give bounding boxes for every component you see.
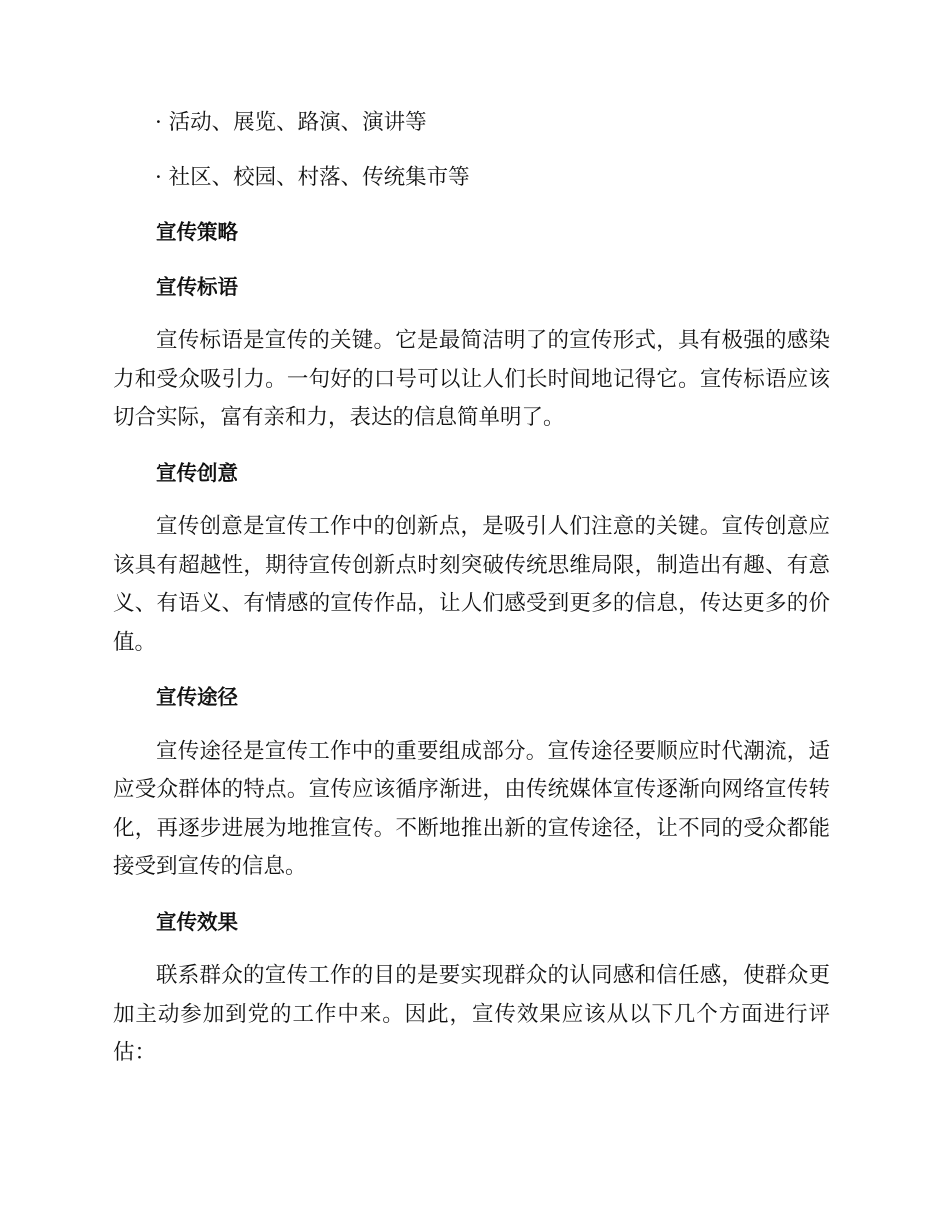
heading-channels: 宣传途径 [156, 685, 238, 709]
heading-slogan: 宣传标语 [156, 274, 238, 299]
document-page [113, 104, 830, 1089]
bullet-item-venues: · 社区、校园、村落、传统集市等 [155, 164, 470, 190]
heading-creativity: 宣传创意 [156, 460, 238, 485]
heading-strategy: 宣传策略 [156, 220, 238, 244]
paragraph-creativity: 宣传创意是宣传工作中的创新点，是吸引人们注意的关键。宣传创意应该具有超越性，期待宣传创新点时刻突破传统思维局限，制造出有趣、有意义、有语义、有情感的宣传作品，让人们感受到更多的信息，传达更多的价值。 [113, 514, 830, 655]
paragraph-slogan: 宣传标语是宣传的关键。它是最简洁明了的宣传形式，具有极强的感染力和受众吸引力。一句好的口号可以让人们长时间地记得它。宣传标语应该切合实际，富有亲和力，表达的信息简单明了。 [113, 328, 830, 430]
paragraph-channels: 宣传途径是宣传工作中的重要组成部分。宣传途径要顺应时代潮流，适应受众群体的特点。宣传应该循序渐进，由传统媒体宣传逐渐向网络宣传转化，再逐步进展为地推宣传。不断地推出新的宣传途径，让不同的受众都能接受到宣传的信息。 [113, 738, 830, 879]
paragraph-effect: 联系群众的宣传工作的目的是要实现群众的认同感和信任感，使群众更加主动参加到党的工作中来。因此，宣传效果应该从以下几个方面进行评估： [113, 963, 830, 1065]
bullet-item-activities: · 活动、展览、路演、演讲等 [155, 110, 427, 135]
heading-effect: 宣传效果 [156, 909, 238, 934]
